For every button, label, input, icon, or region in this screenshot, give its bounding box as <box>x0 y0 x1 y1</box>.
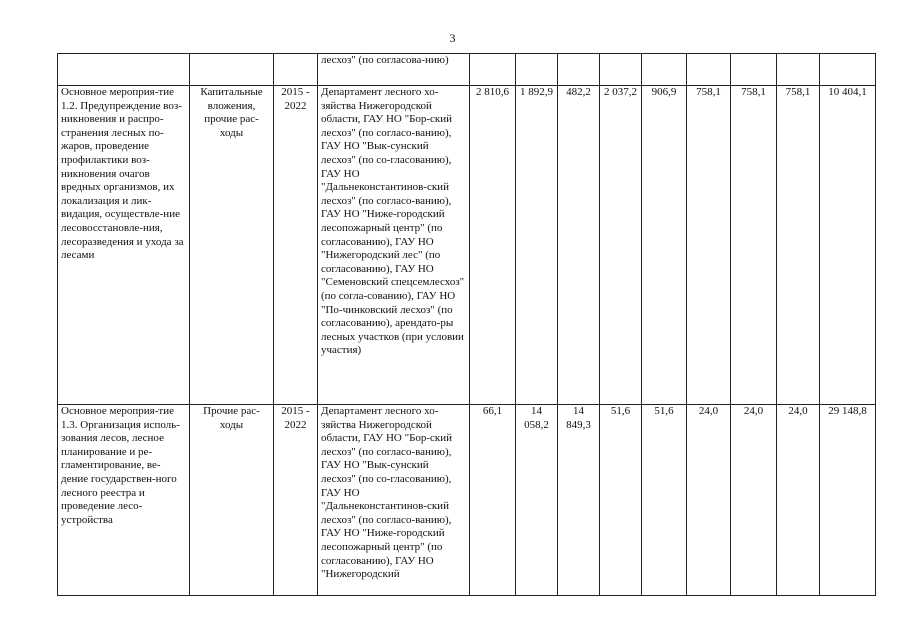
value-cell <box>777 54 820 86</box>
value-cell: 1 892,9 <box>516 86 558 405</box>
page-number: 3 <box>449 31 456 45</box>
funding-type-cell <box>190 54 274 86</box>
measure-cell <box>58 54 190 86</box>
table-row <box>58 405 876 596</box>
value-cell: 2 037,2 <box>600 86 642 405</box>
period-cell: 2015 - 2022 <box>274 405 318 596</box>
funding-type-cell: Капитальные вложения, прочие рас-ходы <box>190 86 274 405</box>
period-cell <box>274 54 318 86</box>
measure-cell: Основное мероприя-тие 1.2. Предупреждение воз-никновения и распро-странения лесных по-жаров, проведение профилактики воз-никновения очагов вредных организмов, их локализация и лик-видация, осуществле-ние лесовосстановле-ния, лесоразведения и ухода за лесами <box>58 86 190 405</box>
value-cell: 24,0 <box>777 405 820 596</box>
funding-type-cell: Прочие рас-ходы <box>190 405 274 596</box>
value-cell <box>470 54 516 86</box>
executor-cell: лесхоз" (по согласова-нию) <box>318 54 470 86</box>
value-cell: 758,1 <box>687 86 731 405</box>
value-cell: 24,0 <box>731 405 777 596</box>
executor-cell: Департамент лесного хо-зяйства Нижегородской области, ГАУ НО "Бор-ский лесхоз" (по согласо-ванию), ГАУ НО "Вык-сунский лесхоз" (по со-гласованию), ГАУ НО "Дальнеконстантинов-ский лесхоз" (по согласо-ванию), ГАУ НО "Ниже-городский лесопожарный центр" (по согласованию), ГАУ НО "Нижегородский <box>318 405 470 596</box>
value-cell: 2 810,6 <box>470 86 516 405</box>
value-cell: 24,0 <box>687 405 731 596</box>
value-cell: 14 058,2 <box>516 405 558 596</box>
total-value-cell: 10 404,1 <box>820 86 876 405</box>
value-cell <box>558 54 600 86</box>
total-value-cell: 29 148,8 <box>820 405 876 596</box>
measure-cell: Основное мероприя-тие 1.3. Организация исполь-зования лесов, лесное планирование и ре-гламентирование, ве-дение государствен-ного лесного реестра и проведение лесо-устройства <box>58 405 190 596</box>
program-measures-table <box>57 53 876 596</box>
executor-cell: Департамент лесного хо-зяйства Нижегородской области, ГАУ НО "Бор-ский лесхоз" (по согласо-ванию), ГАУ НО "Вык-сунский лесхоз" (по со-гласованию), ГАУ НО "Дальнеконстантинов-ский лесхоз" (по согласо-ванию), ГАУ НО "Ниже-городский лесопожарный центр" (по согласованию), ГАУ НО "Нижегородский лес" (по согласованию), ГАУ НО "Семеновский спецсемлесхоз" (по согла-сованию), ГАУ НО "По-чинковский лесхоз" (по согласованию), арендато-ры лесных участков (при условии участия) <box>318 86 470 405</box>
value-cell <box>687 54 731 86</box>
value-cell: 66,1 <box>470 405 516 596</box>
value-cell: 482,2 <box>558 86 600 405</box>
period-cell: 2015 - 2022 <box>274 86 318 405</box>
table-row <box>58 54 876 86</box>
value-cell <box>642 54 687 86</box>
value-cell <box>516 54 558 86</box>
value-cell: 758,1 <box>777 86 820 405</box>
value-cell: 906,9 <box>642 86 687 405</box>
value-cell <box>600 54 642 86</box>
total-value-cell <box>820 54 876 86</box>
value-cell: 51,6 <box>600 405 642 596</box>
value-cell <box>731 54 777 86</box>
value-cell: 14 849,3 <box>558 405 600 596</box>
value-cell: 51,6 <box>642 405 687 596</box>
table-row <box>58 86 876 405</box>
value-cell: 758,1 <box>731 86 777 405</box>
